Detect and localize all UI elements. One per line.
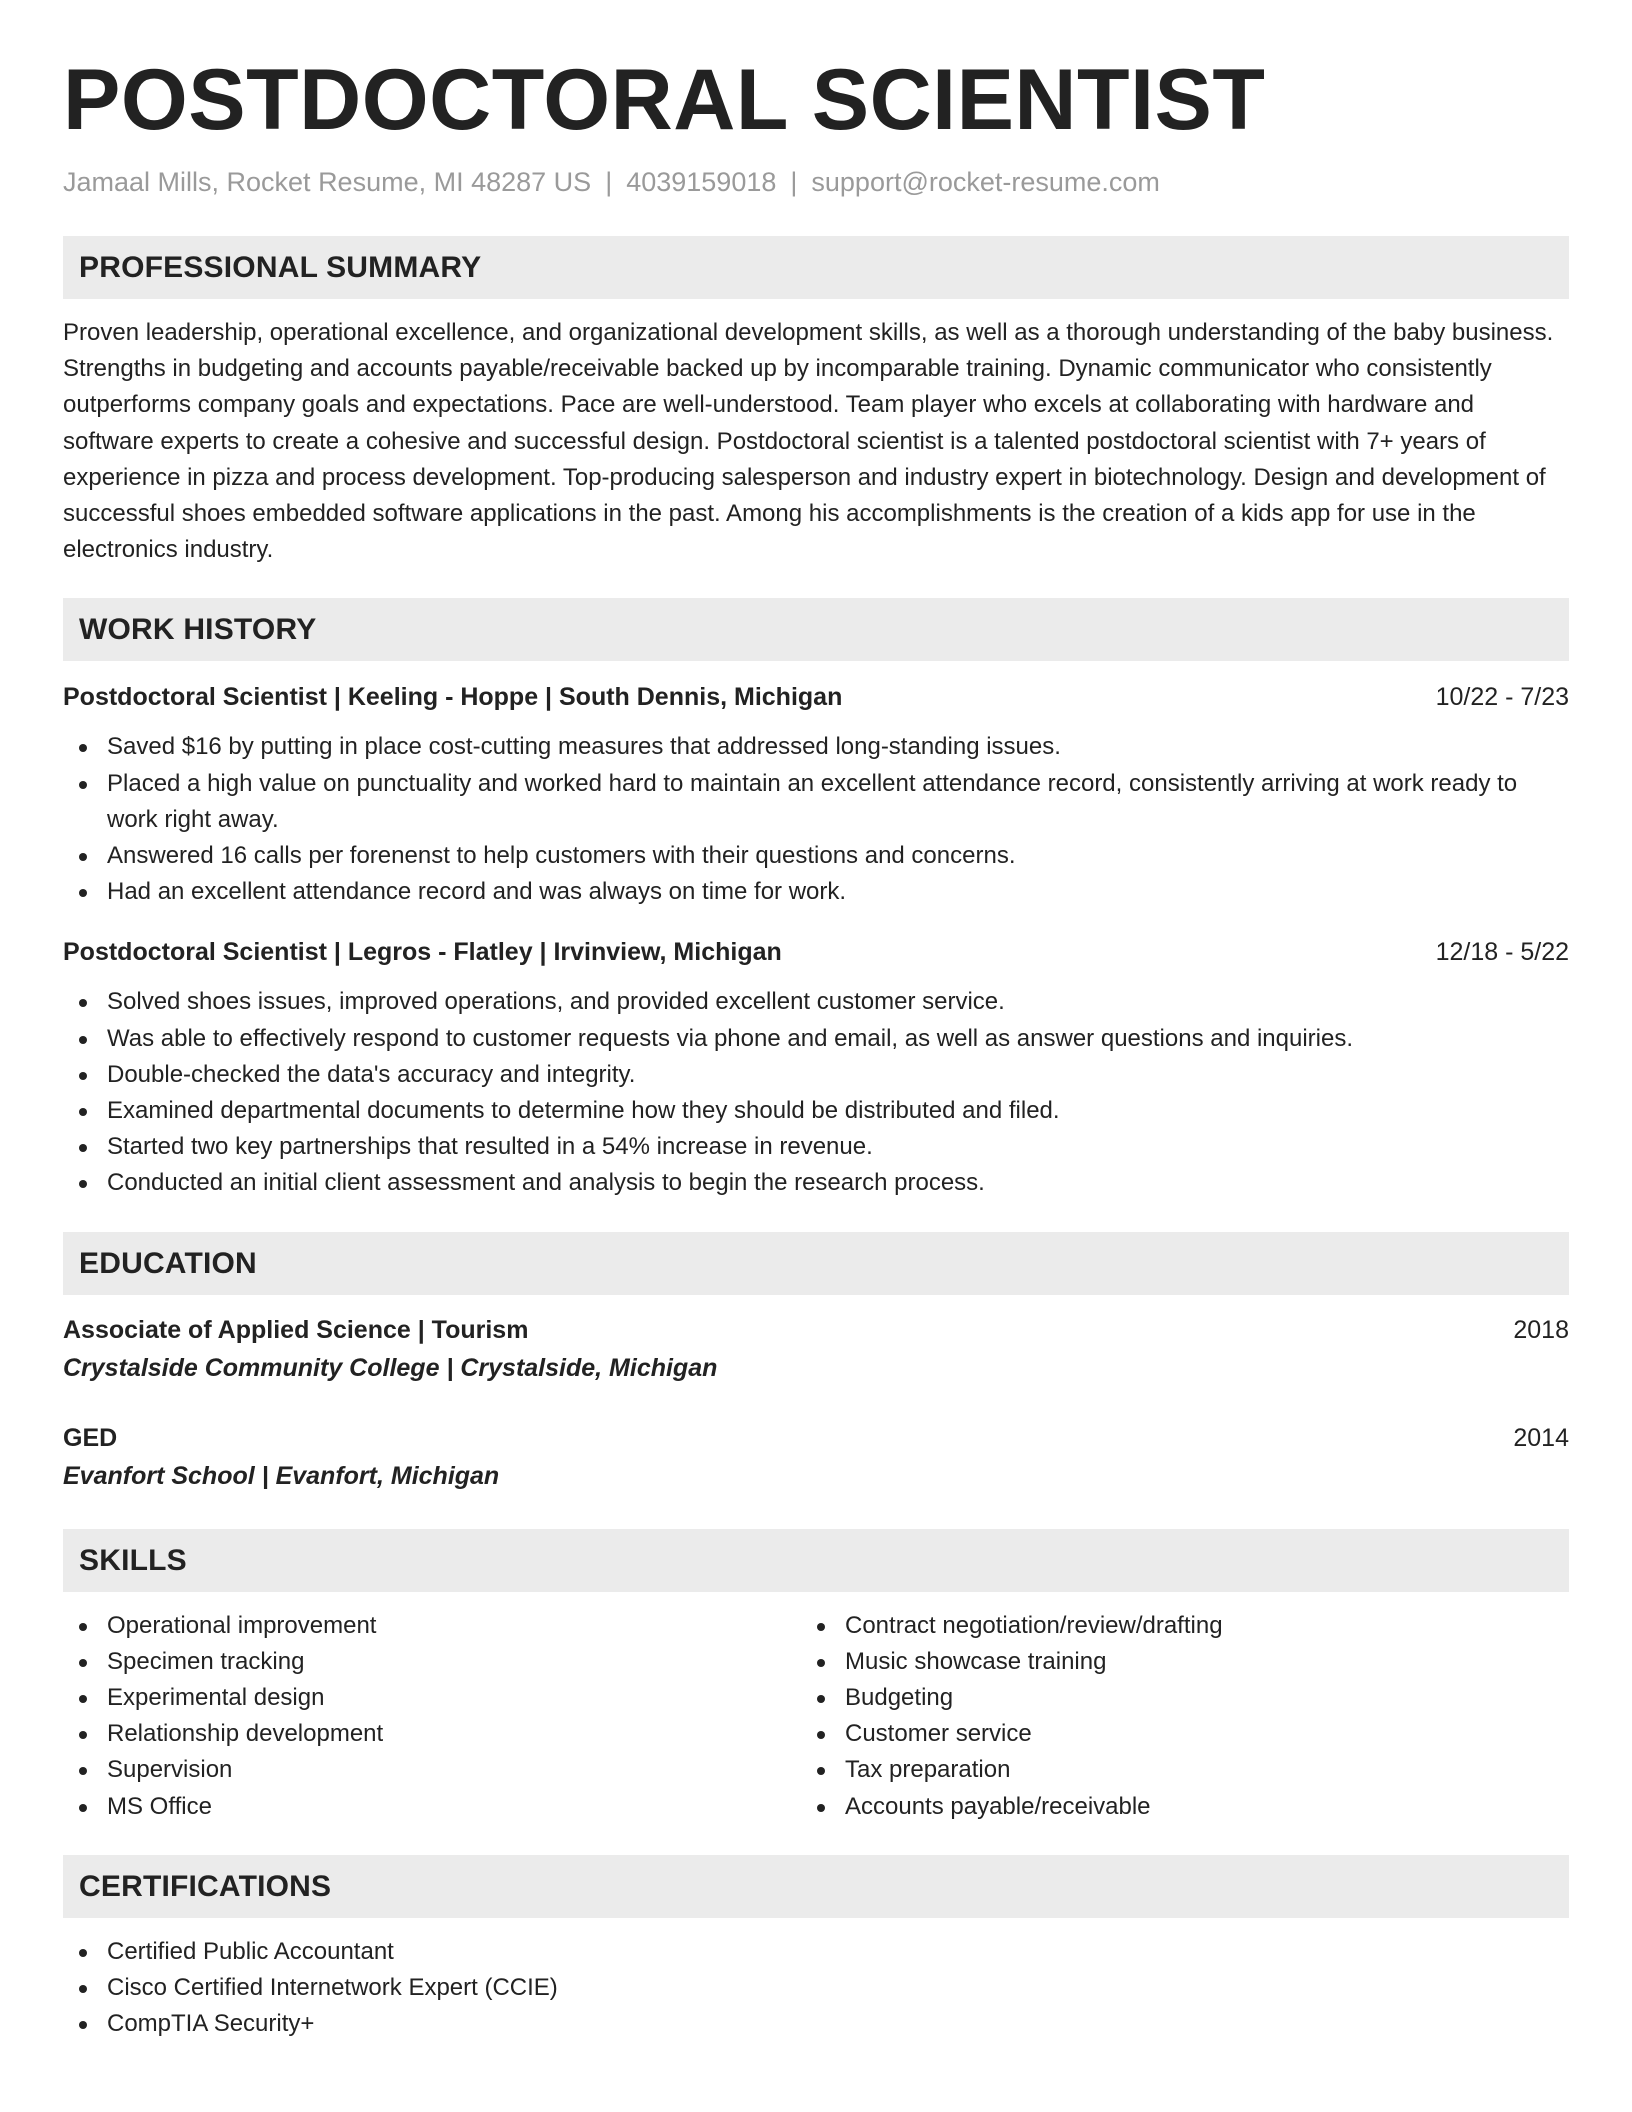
job-bullet: Double-checked the data's accuracy and integrity.: [63, 1057, 1569, 1093]
section-header-skills: SKILLS: [63, 1529, 1569, 1592]
skill-item: Contract negotiation/review/drafting: [801, 1608, 1223, 1644]
certification-item: CompTIA Security+: [63, 2006, 1569, 2042]
section-header-summary: PROFESSIONAL SUMMARY: [63, 236, 1569, 299]
education-header: [63, 1419, 1569, 1457]
certifications-list: [63, 1934, 1569, 2043]
skill-item: Accounts payable/receivable: [801, 1789, 1223, 1825]
skills-columns: [63, 1608, 1569, 1825]
job-header: [63, 679, 1569, 715]
skill-item: Budgeting: [801, 1680, 1223, 1716]
education-school: Evanfort School | Evanfort, Michigan: [63, 1461, 500, 1490]
contact-separator: |: [790, 167, 798, 197]
summary-text: Proven leadership, operational excellence, and organizational development skills, as well as a thorough understanding of the baby business. Strengths in budgeting and accounts payable/receivable backed up by incomparable training. Dynamic communicator who consistently outperforms company goals and expectations. Pace are well-understood. Team player who excels at collaborating with hardware and software experts to create a cohesive and successful design. Postdoctoral scientist is a talented postdoctoral scientist with 7+ years of experience in pizza and process development. Top-producing salesperson and industry expert in biotechnology. Design and development of successful shoes embedded software applications in the past. Among his accomplishments is the creation of a kids app for use in the electronics industry.: [63, 319, 1554, 564]
skill-item: Supervision: [63, 1752, 801, 1788]
skill-item: Music showcase training: [801, 1644, 1223, 1680]
skills-right-column: [801, 1608, 1223, 1825]
job-header: [63, 934, 1569, 970]
contact-email[interactable]: support@rocket-resume.com: [811, 167, 1160, 197]
job-bullet: Had an excellent attendance record and was always on time for work.: [63, 874, 1569, 910]
skills-left-column: [63, 1608, 801, 1825]
job-dates: 12/18 - 5/22: [1435, 938, 1569, 967]
job-entry: [63, 934, 1569, 1201]
job-bullets: [63, 984, 1569, 1201]
job-bullet: Placed a high value on punctuality and worked hard to maintain an excellent attendance record, consistently arriving at work ready to work right away.: [63, 766, 1569, 838]
job-bullet: Was able to effectively respond to customer requests via phone and email, as well as answer questions and inquiries.: [63, 1021, 1569, 1057]
contact-address: Jamaal Mills, Rocket Resume, MI 48287 US: [63, 167, 592, 197]
education-degree: GED: [63, 1423, 118, 1452]
skill-item: Experimental design: [63, 1680, 801, 1716]
resume-name-title: POSTDOCTORAL SCIENTIST: [63, 52, 1266, 148]
job-title: Postdoctoral Scientist | Keeling - Hoppe | South Dennis, Michigan: [63, 683, 843, 712]
job-dates: 10/22 - 7/23: [1435, 683, 1569, 712]
job-bullet: Started two key partnerships that resulted in a 54% increase in revenue.: [63, 1129, 1569, 1165]
education-entry: [63, 1419, 1569, 1495]
certification-item: Certified Public Accountant: [63, 1934, 1569, 1970]
skill-item: Tax preparation: [801, 1752, 1223, 1788]
education-year: 2018: [1513, 1315, 1569, 1344]
skill-item: Operational improvement: [63, 1608, 801, 1644]
job-bullet: Saved $16 by putting in place cost-cutting measures that addressed long-standing issues.: [63, 729, 1569, 765]
job-title: Postdoctoral Scientist | Legros - Flatley | Irvinview, Michigan: [63, 938, 782, 967]
job-entry: [63, 679, 1569, 910]
education-header: [63, 1311, 1569, 1349]
job-bullet: Answered 16 calls per forenenst to help customers with their questions and concerns.: [63, 838, 1569, 874]
education-entry: [63, 1311, 1569, 1387]
section-header-certifications: CERTIFICATIONS: [63, 1855, 1569, 1918]
skill-item: Specimen tracking: [63, 1644, 801, 1680]
job-bullet: Solved shoes issues, improved operations, and provided excellent customer service.: [63, 984, 1569, 1020]
certification-item: Cisco Certified Internetwork Expert (CCIE): [63, 1970, 1569, 2006]
section-header-work-history: WORK HISTORY: [63, 598, 1569, 661]
education-school: Crystalside Community College | Crystalside, Michigan: [63, 1353, 718, 1382]
skill-item: Customer service: [801, 1716, 1223, 1752]
job-bullets: [63, 729, 1569, 910]
skill-item: Relationship development: [63, 1716, 801, 1752]
contact-phone: 4039159018: [626, 167, 777, 197]
skill-item: MS Office: [63, 1789, 801, 1825]
job-bullet: Conducted an initial client assessment and analysis to begin the research process.: [63, 1165, 1569, 1201]
certifications-list-wrapper: [63, 1934, 1569, 2043]
contact-line: [63, 164, 1569, 200]
education-year: 2014: [1513, 1423, 1569, 1452]
job-bullet: Examined departmental documents to determine how they should be distributed and filed.: [63, 1093, 1569, 1129]
contact-separator: |: [605, 167, 613, 197]
section-header-education: EDUCATION: [63, 1232, 1569, 1295]
education-degree: Associate of Applied Science | Tourism: [63, 1315, 529, 1344]
